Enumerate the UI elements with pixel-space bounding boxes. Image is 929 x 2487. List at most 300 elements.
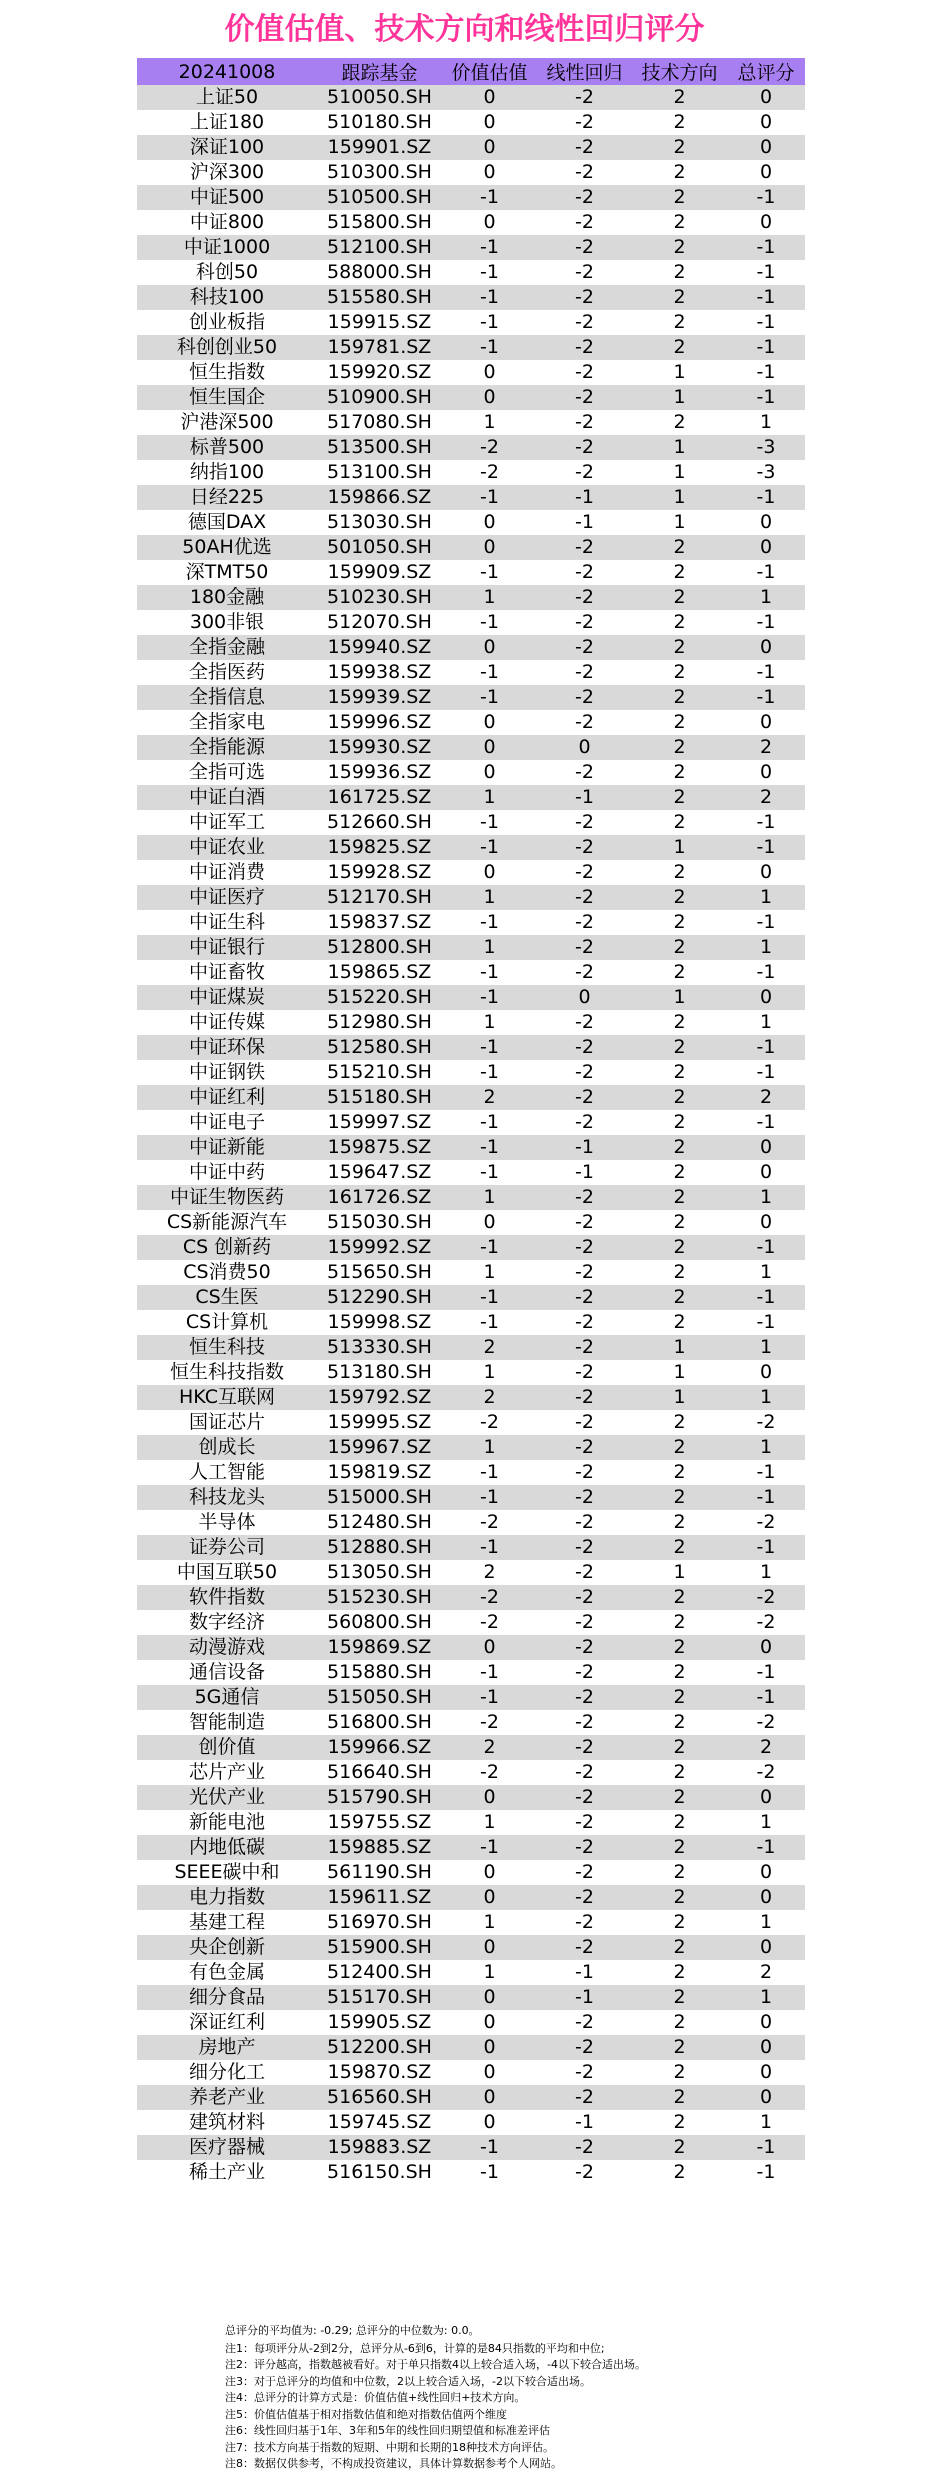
table-row [137, 810, 805, 835]
technical-score: 2 [632, 1185, 727, 1210]
valuation-score: 1 [442, 1185, 537, 1210]
fund-code: 512290.SH [317, 1285, 442, 1310]
fund-code: 159883.SZ [317, 2135, 442, 2160]
index-name: 创价值 [137, 1735, 317, 1760]
index-name: 5G通信 [137, 1685, 317, 1710]
regression-score: -2 [537, 160, 632, 185]
technical-score: 2 [632, 1110, 727, 1135]
table-row [137, 585, 805, 610]
valuation-score: 0 [442, 2035, 537, 2060]
valuation-score: 1 [442, 410, 537, 435]
fund-code: 515790.SH [317, 1785, 442, 1810]
technical-score: 2 [632, 710, 727, 735]
table-row [137, 1210, 805, 1235]
valuation-score: -1 [442, 1160, 537, 1185]
index-name: 中证1000 [137, 235, 317, 260]
total-score: -1 [727, 560, 805, 585]
table-row [137, 2060, 805, 2085]
total-score: -2 [727, 1585, 805, 1610]
index-name: 上证180 [137, 110, 317, 135]
technical-score: 2 [632, 535, 727, 560]
table-row [137, 1735, 805, 1760]
valuation-score: -2 [442, 1585, 537, 1610]
valuation-score: -1 [442, 1285, 537, 1310]
table-row [137, 1860, 805, 1885]
table-row [137, 860, 805, 885]
total-score: 2 [727, 1960, 805, 1985]
table-row [137, 1685, 805, 1710]
technical-score: 2 [632, 635, 727, 660]
fund-code: 513100.SH [317, 460, 442, 485]
valuation-score: -1 [442, 285, 537, 310]
valuation-score: -1 [442, 335, 537, 360]
table-row [137, 410, 805, 435]
valuation-score: 1 [442, 1010, 537, 1035]
total-score: -1 [727, 1535, 805, 1560]
technical-score: 2 [632, 310, 727, 335]
technical-score: 2 [632, 935, 727, 960]
total-score: -1 [727, 260, 805, 285]
index-name: 细分食品 [137, 1985, 317, 2010]
valuation-score: -1 [442, 485, 537, 510]
valuation-score: -1 [442, 835, 537, 860]
table-row [137, 2135, 805, 2160]
total-score: -1 [727, 685, 805, 710]
index-name: 恒生指数 [137, 360, 317, 385]
page-title: 价值估值、技术方向和线性回归评分 [224, 12, 705, 47]
regression-score: -2 [537, 1410, 632, 1435]
technical-score: 2 [632, 1660, 727, 1685]
index-name: 基建工程 [137, 1910, 317, 1935]
fund-code: 159928.SZ [317, 860, 442, 885]
total-score: 0 [727, 1935, 805, 1960]
technical-score: 2 [632, 1235, 727, 1260]
valuation-score: 0 [442, 2085, 537, 2110]
regression-score: -2 [537, 210, 632, 235]
fund-code: 515000.SH [317, 1485, 442, 1510]
fund-code: 159901.SZ [317, 135, 442, 160]
valuation-score: 0 [442, 2060, 537, 2085]
fund-code: 513180.SH [317, 1360, 442, 1385]
fund-code: 159995.SZ [317, 1410, 442, 1435]
fund-code: 159930.SZ [317, 735, 442, 760]
regression-score: -2 [537, 1085, 632, 1110]
regression-score: -2 [537, 1535, 632, 1560]
index-name: 养老产业 [137, 2085, 317, 2110]
table-row [137, 635, 805, 660]
valuation-score: -2 [442, 1710, 537, 1735]
technical-score: 2 [632, 1910, 727, 1935]
valuation-score: 0 [442, 1210, 537, 1235]
index-name: 中证生物医药 [137, 1185, 317, 1210]
index-name: 动漫游戏 [137, 1635, 317, 1660]
table-row [137, 1535, 805, 1560]
index-name: 国证芯片 [137, 1410, 317, 1435]
valuation-score: -1 [442, 960, 537, 985]
fund-code: 515050.SH [317, 1685, 442, 1710]
total-score: 1 [727, 1910, 805, 1935]
technical-score: 2 [632, 1410, 727, 1435]
fund-code: 159869.SZ [317, 1635, 442, 1660]
table-row [137, 535, 805, 560]
valuation-score: 0 [442, 385, 537, 410]
total-score: 0 [727, 985, 805, 1010]
regression-score: -2 [537, 960, 632, 985]
index-name: 中证电子 [137, 1110, 317, 1135]
fund-code: 510050.SH [317, 85, 442, 110]
fund-code: 588000.SH [317, 260, 442, 285]
regression-score: -2 [537, 535, 632, 560]
total-score: 0 [727, 1860, 805, 1885]
table-row [137, 185, 805, 210]
technical-score: 2 [632, 1610, 727, 1635]
index-name: 中证银行 [137, 935, 317, 960]
index-name: 医疗器械 [137, 2135, 317, 2160]
regression-score: -2 [537, 260, 632, 285]
total-score: -1 [727, 485, 805, 510]
total-score: 1 [727, 410, 805, 435]
table-row [137, 135, 805, 160]
regression-score: -1 [537, 1135, 632, 1160]
regression-score: -2 [537, 1285, 632, 1310]
regression-score: -2 [537, 1635, 632, 1660]
fund-code: 512070.SH [317, 610, 442, 635]
technical-score: 2 [632, 235, 727, 260]
fund-code: 159936.SZ [317, 760, 442, 785]
regression-score: -2 [537, 2135, 632, 2160]
header-fund: 跟踪基金 [317, 58, 442, 85]
index-name: 智能制造 [137, 1710, 317, 1735]
fund-code: 515180.SH [317, 1085, 442, 1110]
index-name: 新能电池 [137, 1810, 317, 1835]
valuation-score: -1 [442, 1110, 537, 1135]
fund-code: 512880.SH [317, 1535, 442, 1560]
fund-code: 161725.SZ [317, 785, 442, 810]
table-row [137, 1610, 805, 1635]
valuation-score: 0 [442, 1785, 537, 1810]
total-score: -3 [727, 435, 805, 460]
fund-code: 512400.SH [317, 1960, 442, 1985]
valuation-score: 0 [442, 860, 537, 885]
note-line: 注1：每项评分从-2到2分，总评分从-6到6，计算的是84只指数的平均和中位; [225, 2341, 605, 2355]
technical-score: 2 [632, 1285, 727, 1310]
technical-score: 2 [632, 785, 727, 810]
regression-score: -2 [537, 1660, 632, 1685]
fund-code: 159885.SZ [317, 1835, 442, 1860]
regression-score: -2 [537, 360, 632, 385]
valuation-score: -1 [442, 1135, 537, 1160]
valuation-score: -1 [442, 1485, 537, 1510]
regression-score: -2 [537, 585, 632, 610]
regression-score: -2 [537, 660, 632, 685]
regression-score: -2 [537, 1360, 632, 1385]
valuation-score: 1 [442, 1810, 537, 1835]
total-score: -1 [727, 1310, 805, 1335]
table-row [137, 1160, 805, 1185]
total-score: 0 [727, 510, 805, 535]
fund-code: 515220.SH [317, 985, 442, 1010]
regression-score: -2 [537, 710, 632, 735]
index-name: 中证800 [137, 210, 317, 235]
index-name: 人工智能 [137, 1460, 317, 1485]
technical-score: 2 [632, 685, 727, 710]
technical-score: 2 [632, 960, 727, 985]
regression-score: -2 [537, 235, 632, 260]
total-score: -1 [727, 960, 805, 985]
table-row [137, 1185, 805, 1210]
note-line: 注5：价值估值基于相对指数估值和绝对指数估值两个维度 [225, 2407, 507, 2421]
total-score: -3 [727, 460, 805, 485]
total-score: 0 [727, 210, 805, 235]
total-score: 0 [727, 710, 805, 735]
total-score: 0 [727, 2085, 805, 2110]
fund-code: 515650.SH [317, 1260, 442, 1285]
table-body [137, 85, 805, 2185]
fund-code: 560800.SH [317, 1610, 442, 1635]
total-score: 1 [727, 885, 805, 910]
fund-code: 159915.SZ [317, 310, 442, 335]
fund-code: 159998.SZ [317, 1310, 442, 1335]
table-row [137, 485, 805, 510]
table-row [137, 1410, 805, 1435]
total-score: 0 [727, 1210, 805, 1235]
technical-score: 2 [632, 1210, 727, 1235]
valuation-score: 0 [442, 735, 537, 760]
index-name: 180金融 [137, 585, 317, 610]
total-score: -1 [727, 1035, 805, 1060]
index-name: 芯片产业 [137, 1760, 317, 1785]
total-score: 2 [727, 1735, 805, 1760]
regression-score: -2 [537, 2035, 632, 2060]
valuation-score: -2 [442, 460, 537, 485]
technical-score: 2 [632, 2035, 727, 2060]
table-row [137, 835, 805, 860]
technical-score: 2 [632, 660, 727, 685]
total-score: 1 [727, 2110, 805, 2135]
technical-score: 2 [632, 2085, 727, 2110]
index-name: 央企创新 [137, 1935, 317, 1960]
fund-code: 159966.SZ [317, 1735, 442, 1760]
index-name: 数字经济 [137, 1610, 317, 1635]
valuation-score: 1 [442, 785, 537, 810]
table-row [137, 2010, 805, 2035]
valuation-score: 2 [442, 1085, 537, 1110]
valuation-score: 2 [442, 1560, 537, 1585]
table-row [137, 960, 805, 985]
technical-score: 2 [632, 410, 727, 435]
index-name: 全指医药 [137, 660, 317, 685]
fund-code: 510180.SH [317, 110, 442, 135]
technical-score: 2 [632, 1710, 727, 1735]
total-score: 1 [727, 1335, 805, 1360]
valuation-score: -1 [442, 235, 537, 260]
index-name: 软件指数 [137, 1585, 317, 1610]
valuation-score: 0 [442, 510, 537, 535]
valuation-score: -1 [442, 610, 537, 635]
index-name: 通信设备 [137, 1660, 317, 1685]
technical-score: 2 [632, 610, 727, 635]
technical-score: 2 [632, 335, 727, 360]
regression-score: -2 [537, 1235, 632, 1260]
technical-score: 2 [632, 160, 727, 185]
technical-score: 1 [632, 435, 727, 460]
valuation-score: 0 [442, 210, 537, 235]
table-row [137, 660, 805, 685]
technical-score: 2 [632, 1085, 727, 1110]
total-score: -2 [727, 1410, 805, 1435]
index-name: 中证医疗 [137, 885, 317, 910]
index-name: 中证白酒 [137, 785, 317, 810]
technical-score: 2 [632, 885, 727, 910]
fund-code: 159992.SZ [317, 1235, 442, 1260]
regression-score: -2 [537, 2010, 632, 2035]
valuation-score: -2 [442, 435, 537, 460]
total-score: -1 [727, 335, 805, 360]
table-row [137, 1235, 805, 1260]
regression-score: -1 [537, 485, 632, 510]
table-row [137, 710, 805, 735]
regression-score: -1 [537, 1160, 632, 1185]
fund-code: 515170.SH [317, 1985, 442, 2010]
total-score: 0 [727, 1160, 805, 1185]
note-line: 注4：总评分的计算方式是：价值估值+线性回归+技术方向。 [225, 2391, 526, 2404]
fund-code: 512580.SH [317, 1035, 442, 1060]
regression-score: -2 [537, 1585, 632, 1610]
table-row [137, 1135, 805, 1160]
technical-score: 2 [632, 1835, 727, 1860]
regression-score: -2 [537, 1710, 632, 1735]
note-line: 注2：评分越高，指数越被看好。对于单只指数4以上较合适入场，-4以下较合适出场。 [225, 2358, 646, 2371]
index-name: 建筑材料 [137, 2110, 317, 2135]
valuation-score: -2 [442, 1510, 537, 1535]
fund-code: 516970.SH [317, 1910, 442, 1935]
technical-score: 2 [632, 1785, 727, 1810]
table-row [137, 110, 805, 135]
index-name: 中证环保 [137, 1035, 317, 1060]
total-score: 0 [727, 535, 805, 560]
index-name: 全指可选 [137, 760, 317, 785]
table-row [137, 1560, 805, 1585]
technical-score: 2 [632, 1535, 727, 1560]
table-row [137, 1435, 805, 1460]
header-valuation: 价值估值 [442, 58, 537, 85]
fund-code: 510300.SH [317, 160, 442, 185]
index-name: 恒生科技 [137, 1335, 317, 1360]
note-line: 注6：线性回归基于1年、3年和5年的线性回归期望值和标准差评估 [225, 2424, 550, 2437]
regression-score: -2 [537, 1310, 632, 1335]
index-name: 日经225 [137, 485, 317, 510]
regression-score: -2 [537, 135, 632, 160]
table-row [137, 985, 805, 1010]
notes-lines [225, 2341, 646, 2473]
valuation-score: -1 [442, 260, 537, 285]
fund-code: 513030.SH [317, 510, 442, 535]
valuation-score: 1 [442, 585, 537, 610]
technical-score: 2 [632, 1310, 727, 1335]
index-name: 中证传媒 [137, 1010, 317, 1035]
technical-score: 2 [632, 2135, 727, 2160]
table-row [137, 1110, 805, 1135]
regression-score: -2 [537, 910, 632, 935]
table-row [137, 1335, 805, 1360]
index-name: 内地低碳 [137, 1835, 317, 1860]
technical-score: 2 [632, 1585, 727, 1610]
fund-code: 512660.SH [317, 810, 442, 835]
total-score: -1 [727, 310, 805, 335]
valuation-score: -1 [442, 1535, 537, 1560]
fund-code: 513330.SH [317, 1335, 442, 1360]
total-score: -1 [727, 1060, 805, 1085]
table-row [137, 1810, 805, 1835]
index-name: 中证畜牧 [137, 960, 317, 985]
valuation-score: 0 [442, 1635, 537, 1660]
total-score: 2 [727, 785, 805, 810]
technical-score: 2 [632, 810, 727, 835]
table-row [137, 2110, 805, 2135]
technical-score: 2 [632, 1260, 727, 1285]
notes [225, 2323, 646, 2473]
valuation-score: -1 [442, 1060, 537, 1085]
table-row [137, 460, 805, 485]
table-row [137, 1060, 805, 1085]
total-score: 0 [727, 135, 805, 160]
table-row [137, 360, 805, 385]
table-row [137, 1960, 805, 1985]
total-score: 0 [727, 1885, 805, 1910]
valuation-score: 1 [442, 935, 537, 960]
regression-score: -2 [537, 110, 632, 135]
note-line: 注7：技术方向基于指数的短期、中期和长期的18种技术方向评估。 [225, 2440, 554, 2454]
regression-score: -2 [537, 1210, 632, 1235]
total-score: 1 [727, 1810, 805, 1835]
index-name: 中证钢铁 [137, 1060, 317, 1085]
regression-score: -2 [537, 560, 632, 585]
note-line: 注8：数据仅供参考，不构成投资建议，具体计算数据参考个人网站。 [225, 2457, 562, 2470]
total-score: 0 [727, 1360, 805, 1385]
regression-score: -2 [537, 1385, 632, 1410]
valuation-score: 1 [442, 1435, 537, 1460]
fund-code: 159781.SZ [317, 335, 442, 360]
fund-code: 516560.SH [317, 2085, 442, 2110]
total-score: 1 [727, 1985, 805, 2010]
technical-score: 2 [632, 910, 727, 935]
valuation-score: -1 [442, 685, 537, 710]
fund-code: 515880.SH [317, 1660, 442, 1685]
fund-code: 159792.SZ [317, 1385, 442, 1410]
index-name: 科技100 [137, 285, 317, 310]
total-score: -1 [727, 1660, 805, 1685]
table-row [137, 1585, 805, 1610]
index-name: SEEE碳中和 [137, 1860, 317, 1885]
total-score: 0 [727, 2060, 805, 2085]
technical-score: 2 [632, 135, 727, 160]
total-score: 0 [727, 1785, 805, 1810]
index-name: 中证500 [137, 185, 317, 210]
table-row [137, 560, 805, 585]
technical-score: 2 [632, 185, 727, 210]
regression-score: -1 [537, 785, 632, 810]
fund-code: 510500.SH [317, 185, 442, 210]
total-score: 1 [727, 935, 805, 960]
table-row [137, 1885, 805, 1910]
index-name: 恒生科技指数 [137, 1360, 317, 1385]
total-score: 2 [727, 735, 805, 760]
valuation-score: 0 [442, 360, 537, 385]
index-name: 中证煤炭 [137, 985, 317, 1010]
technical-score: 2 [632, 560, 727, 585]
fund-code: 512170.SH [317, 885, 442, 910]
regression-score: 0 [537, 985, 632, 1010]
